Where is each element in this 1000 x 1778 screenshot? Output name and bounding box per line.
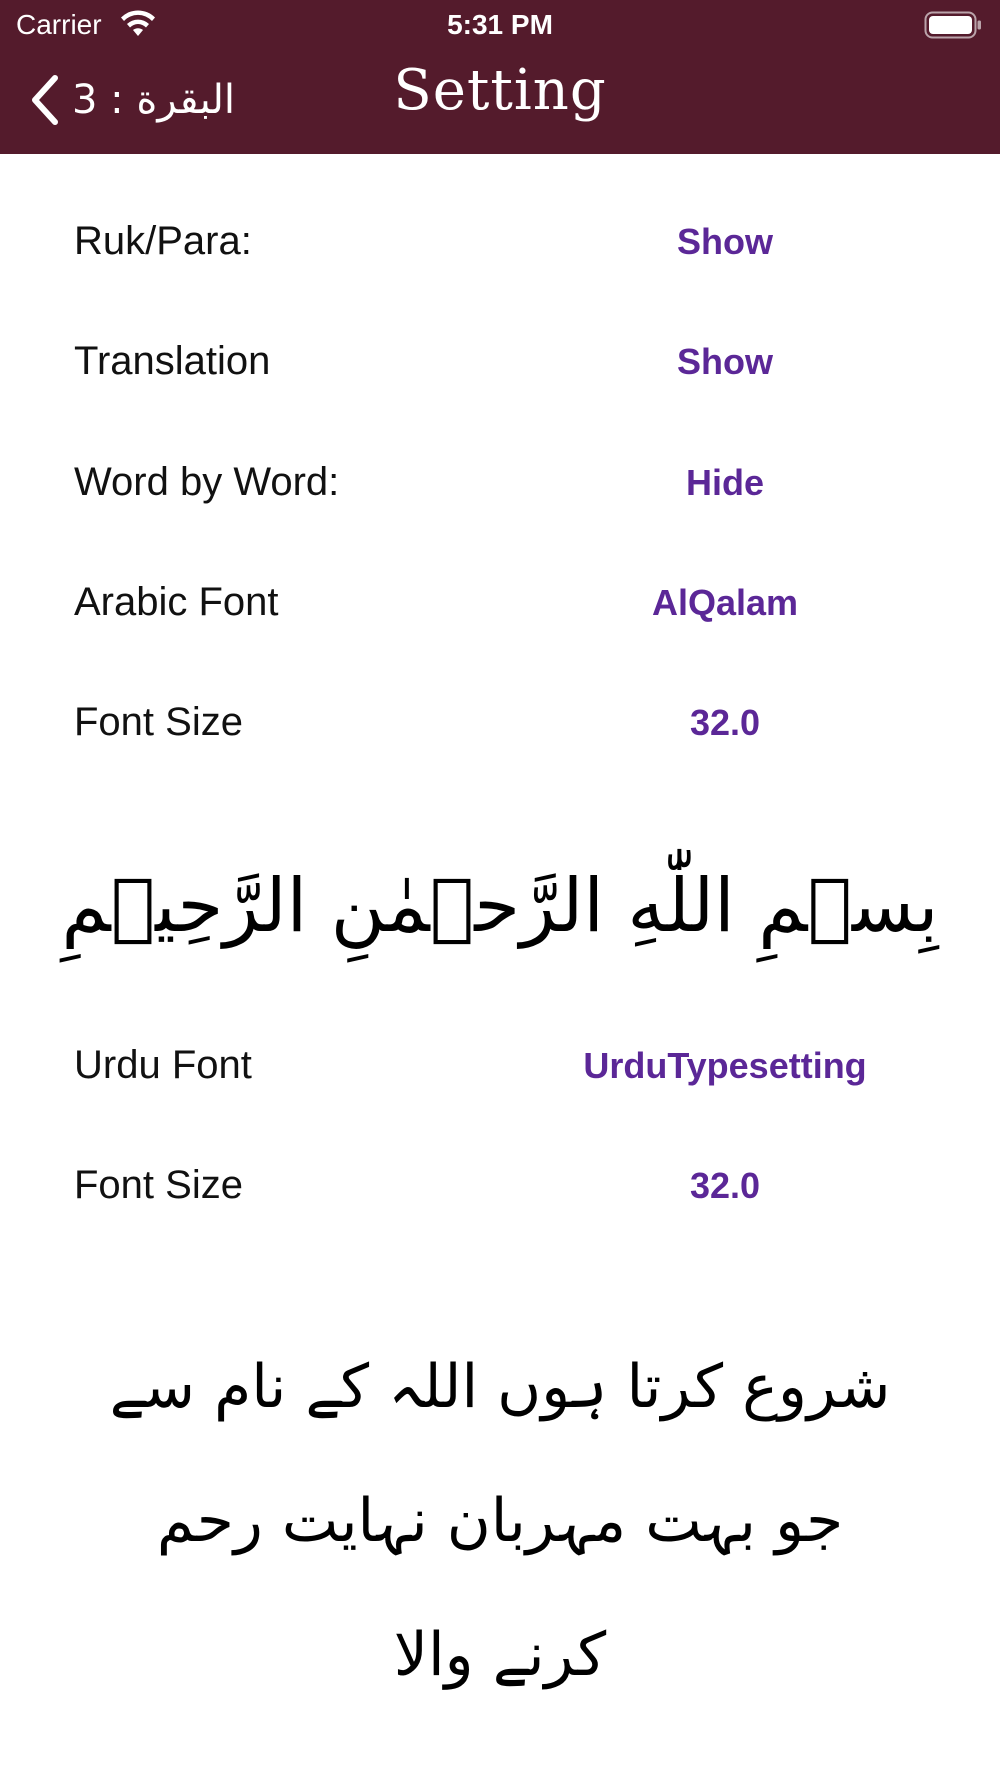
battery-icon bbox=[924, 11, 982, 39]
translation-toggle-button[interactable]: Show bbox=[525, 341, 925, 383]
arabic-font-select-button[interactable]: AlQalam bbox=[525, 582, 925, 624]
navigation-bar bbox=[0, 50, 1000, 154]
page-title: Setting bbox=[393, 58, 607, 123]
setting-row-urdu-font-size bbox=[0, 1145, 1000, 1225]
setting-row-arabic-font bbox=[0, 562, 1000, 642]
ruk-para-toggle-button[interactable]: Show bbox=[525, 221, 925, 263]
arabic-font-preview: بِسۡمِ اللّٰهِ الرَّحۡمٰنِ الرَّحِيۡمِ bbox=[61, 863, 939, 949]
urdu-font-size-label: Font Size bbox=[74, 1163, 243, 1207]
ruk-para-label: Ruk/Para: bbox=[74, 219, 252, 263]
carrier-label: Carrier bbox=[16, 9, 102, 40]
arabic-font-label: Arabic Font bbox=[74, 580, 279, 624]
urdu-font-label: Urdu Font bbox=[74, 1043, 252, 1087]
setting-row-arabic-font-size bbox=[0, 682, 1000, 762]
arabic-font-size-label: Font Size bbox=[74, 700, 243, 744]
setting-row-translation bbox=[0, 321, 1000, 401]
status-bar bbox=[0, 0, 1000, 50]
urdu-font-size-button[interactable]: 32.0 bbox=[525, 1165, 925, 1207]
setting-row-urdu-font bbox=[0, 1025, 1000, 1105]
word-by-word-label: Word by Word: bbox=[74, 460, 340, 504]
status-time: 5:31 PM bbox=[447, 9, 553, 40]
urdu-font-preview: شروع کرتا ہوں اللہ کے نام سے جو بہت مہربان نہایت رحم کرنے والا bbox=[109, 1352, 891, 1690]
top-bar bbox=[0, 0, 1000, 154]
setting-row-ruk-para bbox=[0, 201, 1000, 281]
setting-row-word-by-word bbox=[0, 442, 1000, 522]
urdu-font-select-button[interactable]: UrduTypesetting bbox=[525, 1045, 925, 1087]
word-by-word-toggle-button[interactable]: Hide bbox=[525, 462, 925, 504]
arabic-font-size-button[interactable]: 32.0 bbox=[525, 702, 925, 744]
back-label: البقرة : 3 bbox=[72, 77, 235, 123]
translation-label: Translation bbox=[74, 339, 271, 383]
